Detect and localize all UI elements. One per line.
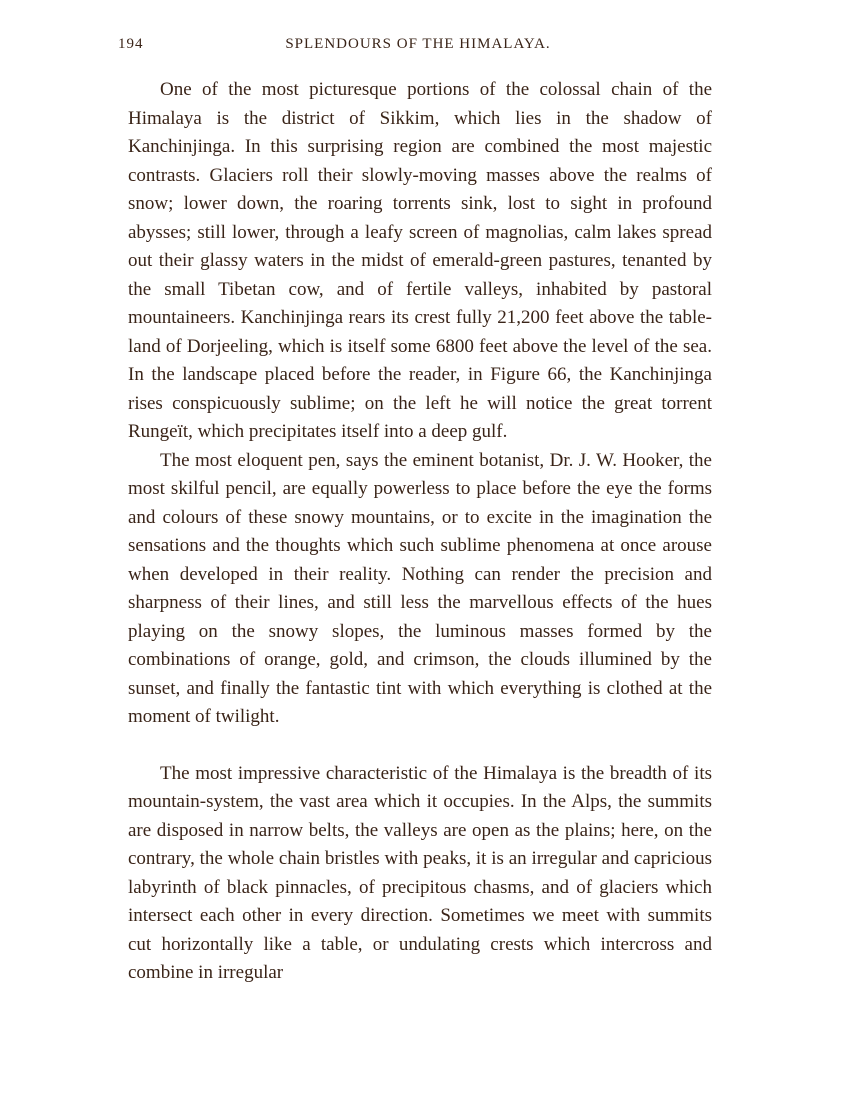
paragraph-sikkim: One of the most picturesque portions of the colossal chain of the Himalaya is the district of Sikkim, which lies in the shadow of Kanchinjinga. In this surprising region are combined the most majestic contrasts. Glaciers roll their slowly-moving masses above the realms of snow; lower down, the roaring torrents sink, lost to sight in profound abysses; still lower, through a leafy screen of magnolias, calm lakes spread out their glassy waters in the midst of emerald-green pastures, tenanted by the small Tibetan cow, and of fertile valleys, inhabited by pastoral mountaineers. Kanchinjinga rears its crest fully 21,200 feet above the table-land of Dorjeeling, which is itself some 6800 feet above the level of the sea. In the landscape placed before the reader, in Figure 66, the Kanchinjinga rises conspicuously sublime; on the left he will notice the great torrent Rungeït, which precipitates itself into a deep gulf. bbox=[128, 79, 712, 442]
paragraph-mountain-system: The most impressive characteristic of the Himalaya is the breadth of its mountain-system, the vast area which it occupies. In the Alps, the summits are disposed in narrow belts, the valleys are open as the plains; here, on the contrary, the whole chain bristles with peaks, it is an irregular and capricious labyrinth of black pinnacles, of precipitous chasms, and of glaciers which intersect each other in every direction. Sometimes we meet with summits cut horizontally like a table, or undulating crests which intercross and combine in irregular bbox=[128, 762, 712, 983]
paragraph-hooker-quote: The most eloquent pen, says the eminent botanist, Dr. J. W. Hooker, the most skilful pencil, are equally powerless to place before the eye the forms and colours of these snowy mountains, or to excite in the imagination the sensations and the thoughts which such sublime phenomena at once arouse when developed in their reality. Nothing can render the precision and sharpness of their lines, and still less the marvellous effects of the hues playing on the snowy slopes, the luminous masses formed by the combinations of orange, gold, and crimson, the clouds illumined by the sunset, and finally the fantastic tint with which everything is clothed at the moment of twilight. bbox=[128, 449, 712, 727]
page-number: 194 bbox=[118, 36, 144, 52]
running-title: SPLENDOURS OF THE HIMALAYA. bbox=[285, 36, 551, 52]
body-text bbox=[128, 76, 712, 988]
running-head bbox=[118, 36, 718, 60]
